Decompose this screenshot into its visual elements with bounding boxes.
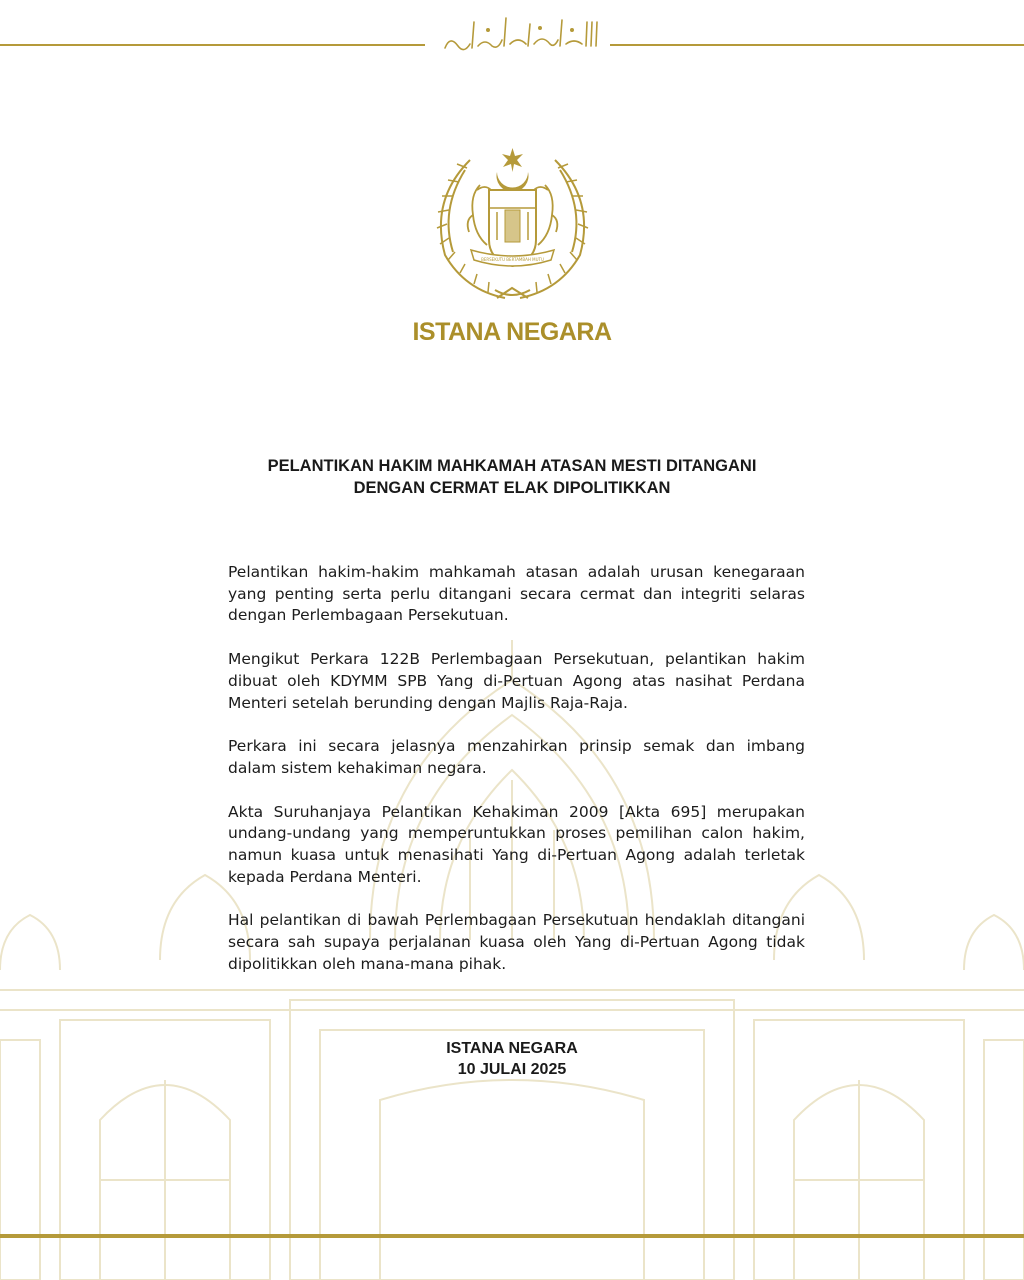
royal-crest-emblem: [425, 140, 600, 308]
bottom-rule: [0, 1234, 1024, 1238]
headline-line-1: PELANTIKAN HAKIM MAHKAMAH ATASAN MESTI DITANGANI: [267, 457, 757, 475]
signoff-block: [0, 1038, 1024, 1080]
paragraph: Akta Suruhanjaya Pelantikan Kehakiman 2009 [Akta 695] merupakan undang-undang yang memperuntukkan proses pemilihan calon hakim, namun kuasa untuk menasihati Yang di-Pertuan Agong adalah terletak kepada Perdana Menteri.: [228, 802, 805, 886]
paragraph: Mengikut Perkara 122B Perlembagaan Persekutuan, pelantikan hakim dibuat oleh KDYMM SPB Yang di-Pertuan Agong atas nasihat Perdana Menteri setelah berunding dengan Majlis Raja-Raja.: [228, 650, 805, 712]
paragraph: Hal pelantikan di bawah Perlembagaan Persekutuan hendaklah ditangani secara sah supaya perjalanan kuasa oleh Yang di-Pertuan Agong tidak dipolitikkan oleh mana-mana pihak.: [228, 911, 805, 973]
signoff-date: 10 JULAI 2025: [457, 1061, 567, 1078]
headline-line-2: DENGAN CERMAT ELAK DIPOLITIKKAN: [353, 479, 671, 497]
signoff-issuer: ISTANA NEGARA: [446, 1040, 578, 1057]
paragraph: Pelantikan hakim-hakim mahkamah atasan adalah urusan kenegaraan yang penting serta perlu ditangani secara cermat dan integriti selaras dengan Perlembagaan Persekutuan.: [228, 563, 805, 625]
organization-title: ISTANA NEGARA: [412, 318, 612, 346]
press-release-headline: [200, 455, 824, 499]
paragraph: Perkara ini secara jelasnya menzahirkan prinsip semak dan imbang dalam sistem kehakiman negara.: [228, 737, 805, 777]
crest-motto-scroll: BERSEKUTU BERTAMBAH MUTU: [481, 257, 544, 262]
statement-body: [228, 562, 805, 998]
top-rule-left: [0, 44, 425, 46]
top-rule-right: [610, 44, 1024, 46]
jawi-calligraphy-motto: [440, 10, 605, 58]
